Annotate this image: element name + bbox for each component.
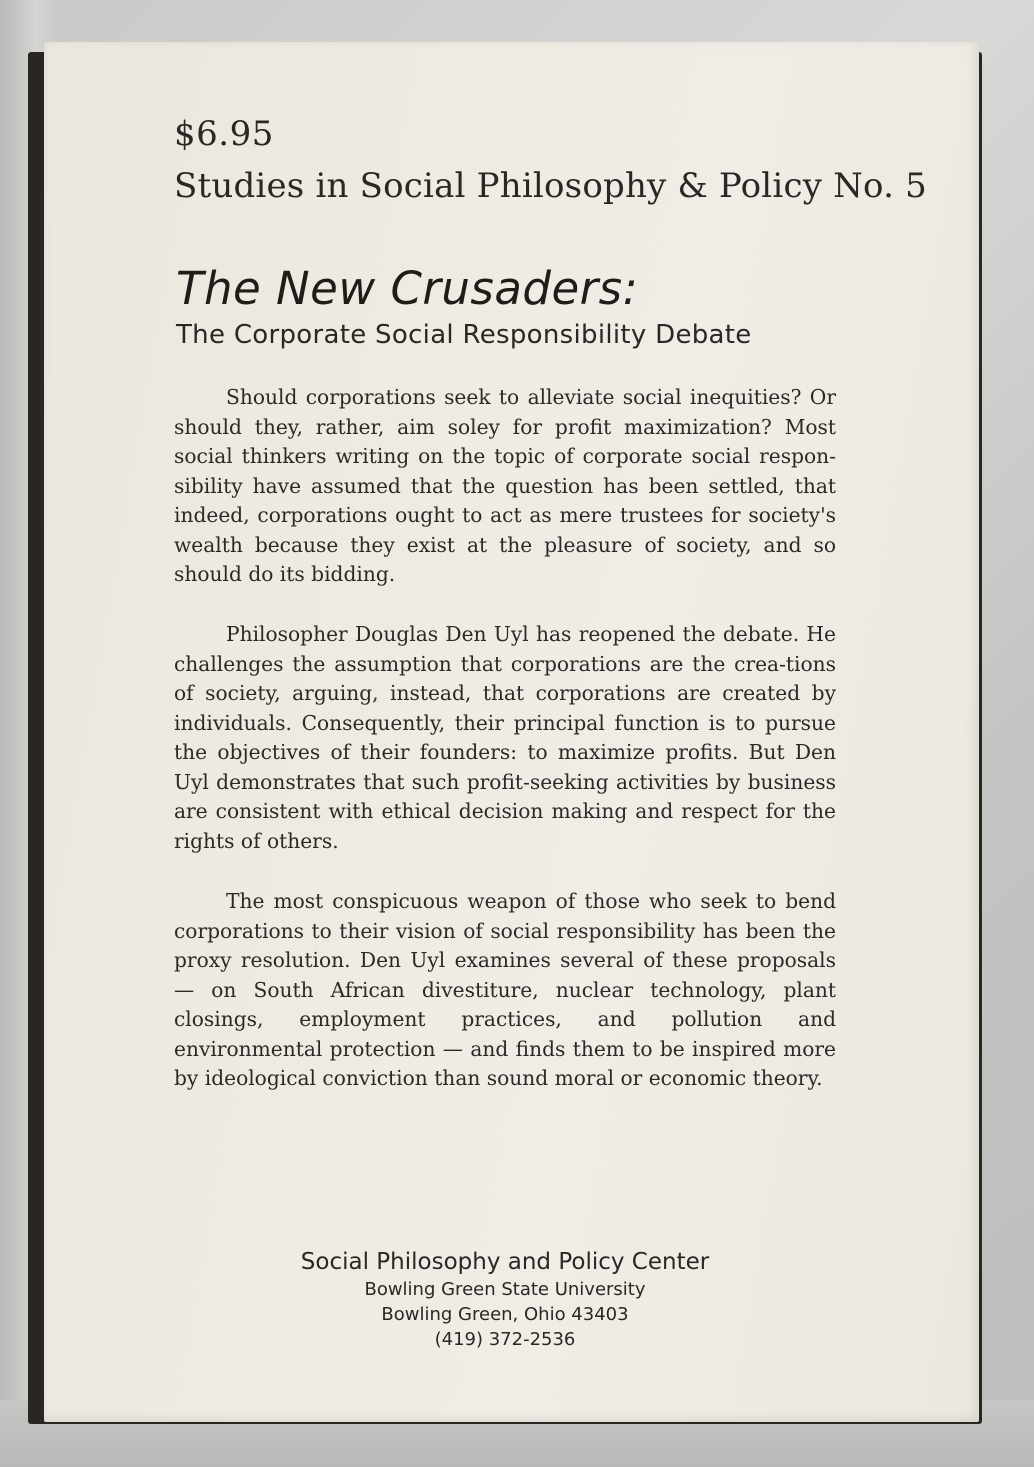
book-title: The New Crusaders:	[176, 262, 639, 315]
book-back-cover	[44, 42, 979, 1422]
price: $6.95	[174, 114, 274, 154]
publisher-block	[174, 1247, 836, 1352]
series-title: Studies in Social Philosophy & Policy No. 5	[174, 166, 927, 206]
publisher-phone: (419) 372-2536	[434, 1329, 576, 1350]
publisher-address: Bowling Green, Ohio 43403	[381, 1304, 629, 1325]
blurb-paragraph-3: The most conspicuous weapon of those who seek to bend corporations to their vision of social responsibility has been the proxy resolution. Den Uyl examines several of these proposals — on South African divestiture, nuclear technology, plant closings, employment practices, and pollution and environmental protection — and finds them to be inspired more by ideological conviction than sound moral or economic theory.	[174, 889, 836, 1090]
blurb-paragraph-1: Should corporations seek to alleviate social inequities? Or should they, rather, aim soley for profit maximization? Most social thinkers writing on the topic of corporate social respon-sibility have assumed that the question has been settled, that indeed, corporations ought to act as mere trustees for society's wealth because they exist at the pleasure of society, and so should do its bidding.	[174, 385, 836, 586]
publisher-university: Bowling Green State University	[364, 1279, 646, 1300]
book-subtitle: The Corporate Social Responsibility Debate	[176, 320, 752, 350]
blurb-paragraph-2: Philosopher Douglas Den Uyl has reopened the debate. He challenges the assumption that corporations are the crea-tions of society, arguing, instead, that corporations are created by individuals. Consequently, their principal function is to pursue the objectives of their founders: to maximize profits. But Den Uyl demonstrates that such profit-seeking activities by business are consistent with ethical decision making and respect for the rights of others.	[174, 622, 836, 853]
publisher-name: Social Philosophy and Policy Center	[300, 1249, 710, 1275]
